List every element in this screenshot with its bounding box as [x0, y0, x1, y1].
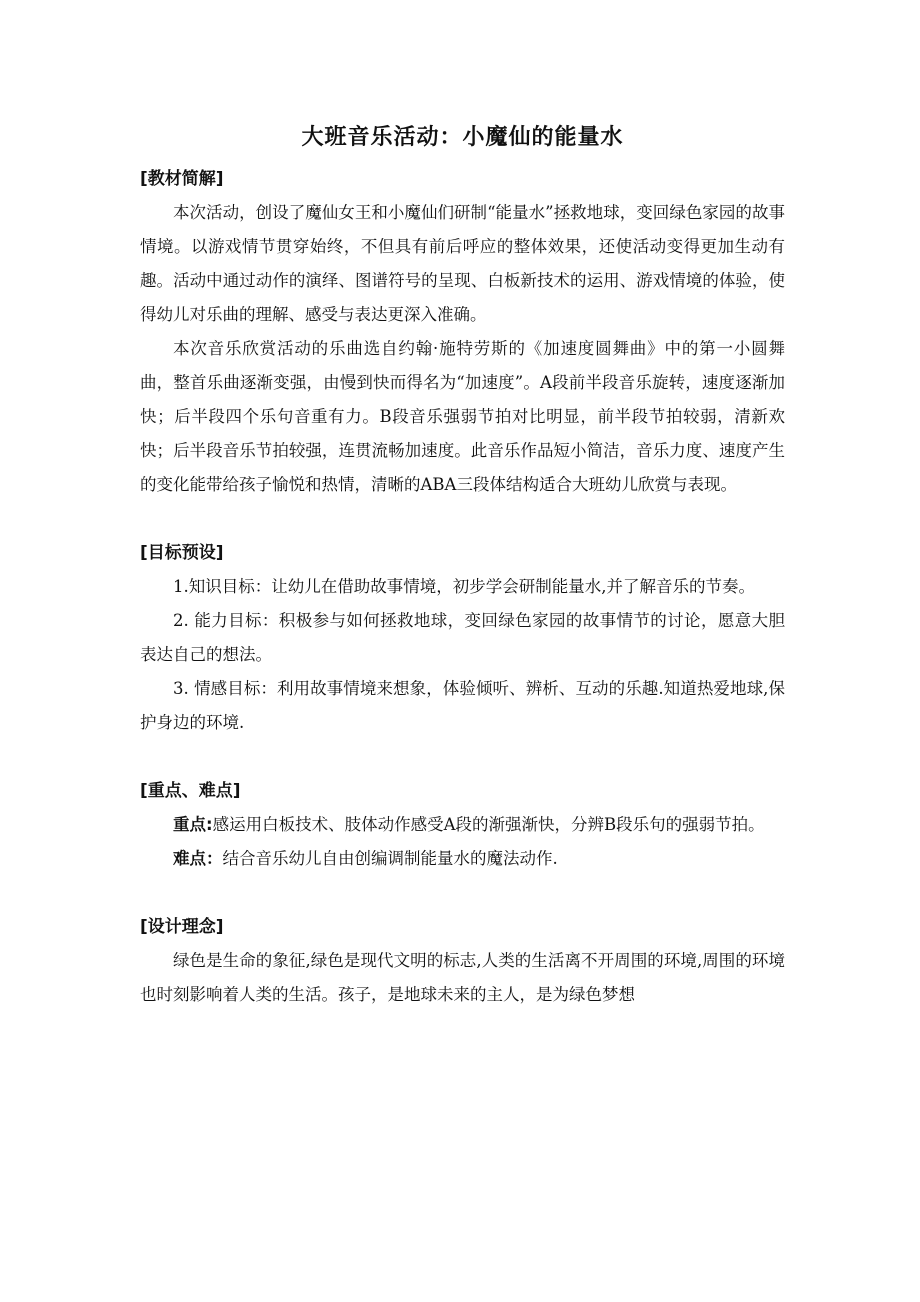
goal-knowledge: 1.知识目标：让幼儿在借助故事情境，初步学会研制能量水,并了解音乐的节奏。: [173, 577, 755, 596]
difficulty-text: 结合音乐幼儿自由创编调制能量水的魔法动作.: [222, 849, 558, 868]
key-point-text: 感运用白板技术、肢体动作感受A段的渐强渐快，分辨B段乐句的强弱节拍。: [212, 815, 765, 834]
paragraph: 本次活动，创设了魔仙女王和小魔仙们研制“能量水”拯救地球，变回绿色家园的故事情境。以游戏情节贯穿始终，不但具有前后呼应的整体效果，还使活动变得更加生动有趣。活动中通过动作的演绎、图谱符号的呈现、白板新技术的运用、游戏情境的体验，使得幼儿对乐曲的理解、感受与表达更深入准确。: [140, 203, 785, 324]
paragraph: 绿色是生命的象征,绿色是现代文明的标志,人类的生活离不开周围的环境,周围的环境也时刻影响着人类的生活。孩子，是地球未来的主人，是为绿色梦想: [140, 951, 785, 1004]
section-heading: [目标预设]: [140, 543, 224, 563]
difficulty-label: 难点：: [173, 849, 223, 868]
key-point-label: 重点:: [173, 815, 213, 834]
section-textbook-intro: [140, 162, 785, 502]
key-point: [140, 808, 785, 842]
section-key-points: [140, 774, 785, 876]
section-heading: [设计理念]: [140, 917, 224, 937]
section-goals: [140, 536, 785, 740]
spacer: [140, 876, 785, 910]
goal-ability: 2. 能力目标：积极参与如何拯救地球，变回绿色家园的故事情节的讨论，愿意大胆表达自己的想法。: [140, 611, 785, 664]
section-design-concept: [140, 910, 785, 1012]
section-heading: [教材简解]: [140, 169, 224, 189]
section-heading: [重点、难点]: [140, 781, 241, 801]
document-page: [140, 118, 785, 1012]
spacer: [140, 502, 785, 536]
spacer: [140, 740, 785, 774]
difficulty-point: [140, 842, 785, 876]
goal-emotion: 3. 情感目标：利用故事情境来想象，体验倾听、辨析、互动的乐趣.知道热爱地球,保护身边的环境.: [140, 679, 785, 732]
paragraph: 本次音乐欣赏活动的乐曲选自约翰·施特劳斯的《加速度圆舞曲》中的第一小圆舞曲，整首乐曲逐渐变强，由慢到快而得名为“加速度”。A段前半段音乐旋转，速度逐渐加快；后半段四个乐句音重有力。B段音乐强弱节拍对比明显，前半段节拍较弱，清新欢快；后半段音乐节拍较强，连贯流畅加速度。此音乐作品短小简洁，音乐力度、速度产生的变化能带给孩子愉悦和热情，清晰的ABA三段体结构适合大班幼儿欣赏与表现。: [140, 339, 785, 494]
document-title: 大班音乐活动：小魔仙的能量水: [301, 125, 624, 150]
